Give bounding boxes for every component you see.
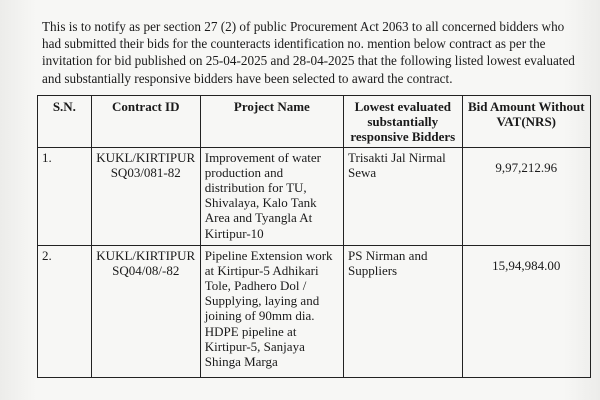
award-table — [37, 95, 591, 378]
table-header-row — [38, 96, 591, 148]
contract-id-line: SQ04/08/-82 — [112, 262, 180, 278]
contract-id-line: SQ03/081-82 — [110, 164, 181, 180]
row-sn: 2. — [38, 245, 92, 377]
row-project-name: Pipeline Extension work at Kirtipur-5 Adhikari Tole, Padhero Dol / Supplying, laying and joining of 90mm dia. HDPE pipeline at Kirtipur-5, Sanjaya Shinga Marga — [200, 245, 343, 377]
header-bid-amount: Bid Amount Without VAT(NRS) — [462, 96, 590, 148]
table-row — [38, 245, 591, 377]
row-contract-id — [91, 147, 200, 245]
header-contract-id: Contract ID — [91, 96, 200, 148]
row-bid-amount: 9,97,212.96 — [462, 147, 590, 245]
row-sn: 1. — [38, 147, 92, 245]
row-bidder: Trisakti Jal Nirmal Sewa — [344, 147, 463, 245]
row-project-name: Improvement of water production and distribution for TU, Shivalaya, Kalo Tank Area and Tyangla At Kirtipur-10 — [200, 147, 343, 245]
notice-paragraph: This is to notify as per section 27 (2) of public Procurement Act 2063 to all concerned bidders who had submitted their bids for the counteracts identification no. mention below contract as per the invitation for bid published on 25-04-2025 and 28-04-2025 that the following listed lowest evaluated and substantially responsive bidders have been selected to award the contract. — [42, 19, 575, 86]
header-bidder: Lowest evaluated substantially responsive Bidders — [344, 96, 463, 148]
contract-id-line: KUKL/KIRTIPUR — [96, 149, 196, 165]
header-project-name: Project Name — [200, 96, 343, 148]
header-sn: S.N. — [38, 96, 92, 148]
table-row — [38, 147, 591, 245]
row-bidder: PS Nirman and Suppliers — [344, 245, 463, 377]
row-contract-id — [91, 245, 200, 377]
row-bid-amount: 15,94,984.00 — [462, 245, 590, 377]
contract-id-line: KUKL/KIRTIPUR — [96, 247, 196, 263]
